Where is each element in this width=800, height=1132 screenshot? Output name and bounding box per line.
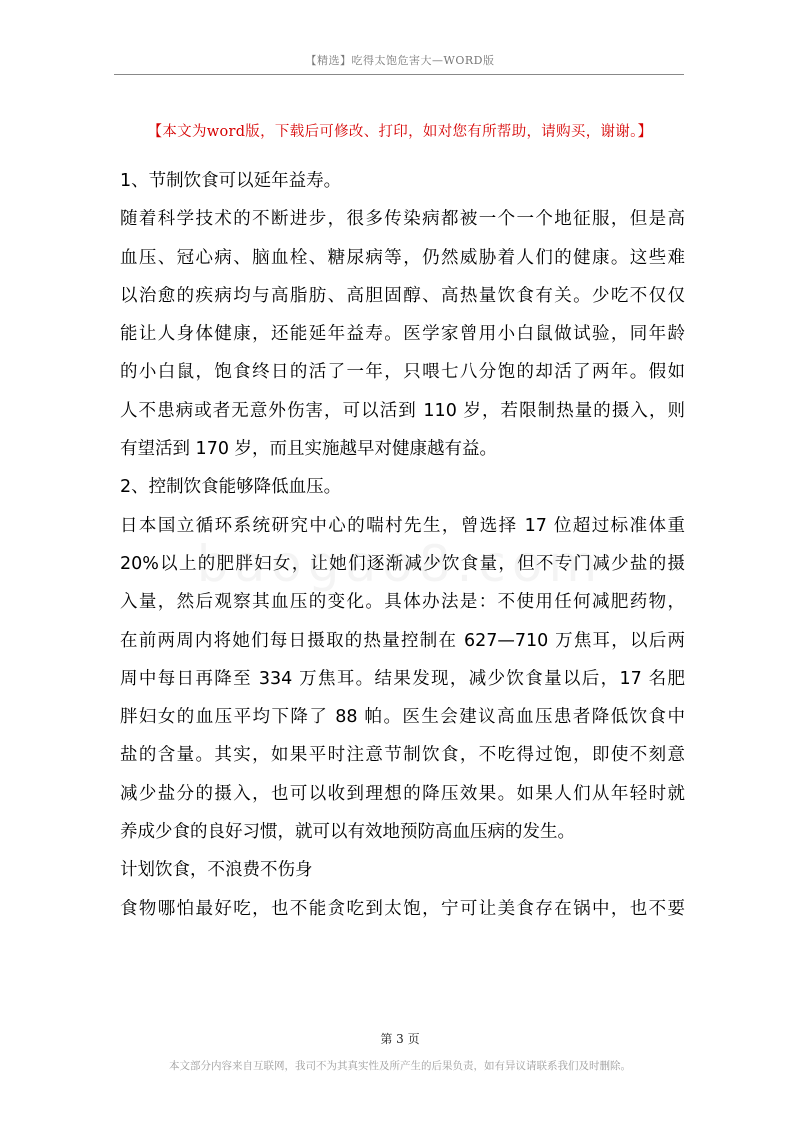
paragraph-line: 日本国立循环系统研究中心的喘村先生，曾选择 17 位超过标准体重 <box>120 515 685 536</box>
document-body <box>120 162 685 928</box>
page-number: 第 3 页 <box>380 1032 420 1046</box>
paragraph-line: 能让人身体健康，还能延年益寿。医学家曾用小白鼠做试验，同年龄 <box>120 324 685 345</box>
paragraph-line: 养成少食的良好习惯，就可以有效地预防高血压病的发生。 <box>120 822 575 843</box>
paragraph-line: 20%以上的肥胖妇女，让她们逐渐减少饮食量，但不专门减少盐的摄 <box>120 553 685 574</box>
section-heading-3: 计划饮食，不浪费不伤身 <box>120 860 313 881</box>
header-divider <box>114 74 684 75</box>
paragraph-line: 盐的含量。其实，如果平时注意节制饮食，不吃得过饱，即使不刻意 <box>120 745 685 766</box>
download-notice: 【本文为word版，下载后可修改、打印，如对您有所帮助，请购买，谢谢。】 <box>147 124 653 140</box>
paragraph-line: 随着科学技术的不断进步，很多传染病都被一个一个地征服，但是高 <box>120 209 685 230</box>
page-header-title: 【精选】吃得太饱危害大—WORD版 <box>305 54 495 67</box>
paragraph-line: 人不患病或者无意外伤害，可以活到 110 岁，若限制热量的摄入，则 <box>120 400 685 421</box>
paragraph-line: 血压、冠心病、脑血栓、糖尿病等，仍然威胁着人们的健康。这些难 <box>120 247 685 268</box>
paragraph-line: 周中每日再降至 334 万焦耳。结果发现，减少饮食量以后，17 名肥 <box>120 668 685 689</box>
paragraph-line: 有望活到 170 岁，而且实施越早对健康越有益。 <box>120 439 498 460</box>
paragraph-line: 入量，然后观察其血压的变化。具体办法是：不使用任何减肥药物， <box>120 592 685 613</box>
paragraph-line: 胖妇女的血压平均下降了 88 帕。医生会建议高血压患者降低饮食中 <box>120 707 685 728</box>
paragraph-line: 减少盐分的摄入，也可以收到理想的降压效果。如果人们从年轻时就 <box>120 783 685 804</box>
paragraph-line: 食物哪怕最好吃，也不能贪吃到太饱，宁可让美食存在锅中，也不要 <box>120 898 685 919</box>
section-heading-2: 2、控制饮食能够降低血压。 <box>120 477 342 498</box>
paragraph-line: 的小白鼠，饱食终日的活了一年，只喂七八分饱的却活了两年。假如 <box>120 362 685 383</box>
paragraph-line: 在前两周内将她们每日摄取的热量控制在 627—710 万焦耳，以后两 <box>120 630 685 651</box>
footer-disclaimer: 本文部分内容来自互联网，我司不为其真实性及所产生的后果负责，如有异议请联系我们及时删除。 <box>169 1060 631 1072</box>
section-heading-1: 1、节制饮食可以延年益寿。 <box>120 171 342 191</box>
paragraph-line: 以治愈的疾病均与高脂肪、高胆固醇、高热量饮食有关。少吃不仅仅 <box>120 285 685 306</box>
